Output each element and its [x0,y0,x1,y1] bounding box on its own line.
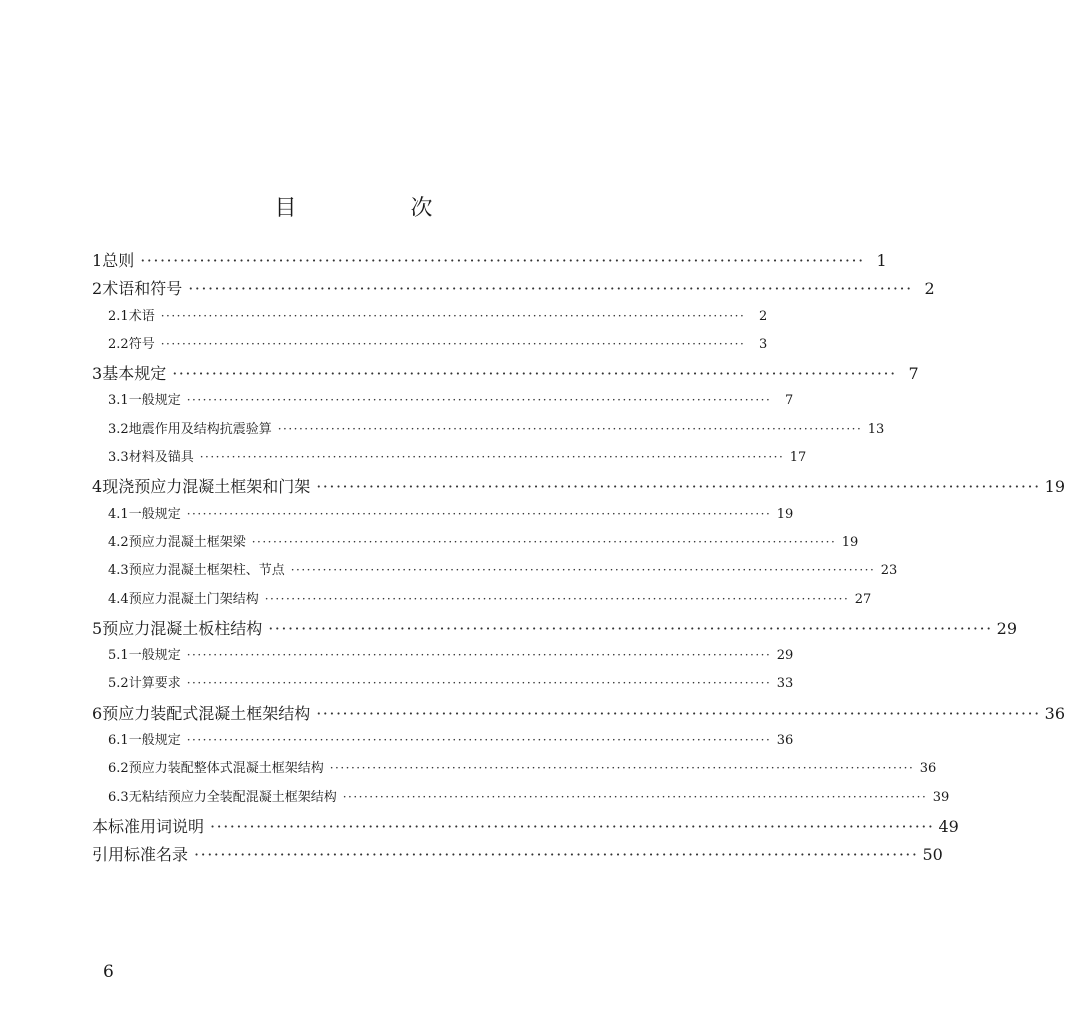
toc-entry[interactable] [92,588,872,616]
toc-entry-number: 4.2 [108,534,129,550]
toc-entry[interactable] [92,389,794,417]
toc-entry-page: 50 [922,845,943,865]
toc-entry[interactable] [92,559,898,587]
toc-entry-title: 一般规定 [128,393,181,409]
toc-entry-number: 6 [92,703,103,723]
toc-entry-title: 无粘结预应力全装配混凝土框架结构 [128,789,337,805]
toc-entry-title: 地震作用及结构抗震验算 [128,421,272,437]
toc-entry[interactable] [92,248,887,276]
toc-dot-leader: ·············································································································· [342,789,928,804]
toc-entry-page: 29 [996,618,1018,638]
toc-entry-number: 3.3 [108,450,129,466]
toc-entry-number: 5 [92,618,103,638]
toc-dot-leader: ·············································································································· [329,761,915,776]
toc-entry[interactable] [92,616,1018,644]
toc-entry-title: 一般规定 [128,648,181,664]
toc-entry-number: 6.2 [108,761,129,777]
toc-entry-number: 5.2 [108,676,129,692]
toc-entry-title: 总则 [102,251,135,270]
toc-dot-leader: ·············································································································· [194,845,919,865]
toc-entry-number: 2.1 [108,308,129,324]
toc-entry-number: 3 [92,364,103,384]
toc-entry-page: 1 [876,251,887,270]
toc-entry[interactable] [92,531,859,559]
toc-entry-number: 3.1 [108,393,129,409]
toc-entry-title: 预应力装配式混凝土框架结构 [102,703,311,723]
toc-entry[interactable] [92,729,794,757]
toc-entry-number: 4 [92,477,103,497]
toc-entry-page: 36 [776,733,794,749]
toc-entry-title: 现浇预应力混凝土框架和门架 [102,477,311,497]
toc-entry[interactable] [92,446,807,474]
toc-dot-leader: ·············································································································· [277,421,863,436]
toc-entry-page: 13 [867,421,885,437]
toc-entry-page: 17 [789,450,807,466]
toc-entry-number: 3.2 [108,421,129,437]
toc-entry-title: 术语 [128,308,155,324]
toc-dot-leader: ·············································································································· [210,816,935,836]
toc-dot-leader: ·············································································································· [186,733,772,748]
toc-entry-title: 一般规定 [128,506,181,522]
toc-entry-title: 一般规定 [128,733,181,749]
table-of-contents [92,248,1065,871]
toc-entry[interactable] [92,418,885,446]
toc-dot-leader: ·············································································································· [186,676,772,691]
toc-dot-leader: ·············································································································· [290,563,876,578]
toc-entry[interactable] [92,757,937,785]
toc-entry-title: 计算要求 [128,676,181,692]
toc-entry-page: 7 [908,364,919,384]
toc-entry-number: 4.3 [108,563,129,579]
toc-entry[interactable] [92,814,959,842]
toc-dot-leader: ·············································································································· [160,336,746,351]
toc-entry-number: 2 [92,279,103,299]
toc-entry[interactable] [92,672,794,700]
toc-entry-title: 预应力混凝土板柱结构 [102,618,263,638]
toc-entry-page: 23 [880,563,898,579]
toc-entry-page: 29 [776,648,794,664]
toc-entry[interactable] [92,305,768,333]
toc-entry-title: 预应力装配整体式混凝土框架结构 [128,761,324,777]
toc-dot-leader: ·············································································································· [160,308,746,323]
toc-entry-page: 3 [759,336,768,352]
toc-dot-leader: ·············································································································· [140,251,865,270]
toc-entry-number: 2.2 [108,336,129,352]
toc-entry-page: 2 [924,279,935,299]
toc-entry[interactable] [92,644,794,672]
toc-entry[interactable] [92,361,919,389]
toc-dot-leader: ·············································································································· [316,477,1041,497]
toc-entry[interactable] [92,701,1065,729]
toc-entry-title: 预应力混凝土框架梁 [128,534,246,550]
toc-dot-leader: ·············································································································· [188,279,913,299]
toc-entry-title: 符号 [128,336,155,352]
toc-entry-page: 49 [938,816,959,836]
toc-dot-leader: ·············································································································· [268,618,993,638]
page-title: 目 次 [274,195,479,221]
toc-entry-page: 19 [1044,477,1065,497]
toc-entry-page: 36 [919,761,937,777]
toc-entry-title: 预应力混凝土框架柱、节点 [128,563,285,579]
toc-entry-page: 33 [776,676,794,692]
toc-entry-number: 5.1 [108,648,129,664]
page-number: 6 [103,962,114,982]
toc-entry-title: 术语和符号 [102,279,183,299]
toc-entry[interactable] [92,474,1065,502]
toc-dot-leader: ·············································································································· [172,364,897,384]
toc-dot-leader: ·············································································································· [264,591,850,606]
toc-entry-page: 19 [776,506,794,522]
toc-entry-title: 基本规定 [102,364,167,384]
toc-entry-number: 6.1 [108,733,129,749]
toc-dot-leader: ·············································································································· [186,648,772,663]
toc-entry-title: 本标准用词说明 [92,816,205,836]
toc-dot-leader: ·············································································································· [186,506,772,521]
toc-entry-title: 引用标准名录 [92,845,189,865]
toc-entry-number: 6.3 [108,789,129,805]
toc-entry-title: 材料及锚具 [128,450,194,466]
toc-entry[interactable] [92,333,768,361]
toc-entry-page: 39 [932,789,950,805]
toc-dot-leader: ·············································································································· [316,703,1041,723]
toc-dot-leader: ·············································································································· [199,450,785,465]
toc-entry-number: 4.4 [108,591,129,607]
toc-entry-page: 27 [854,591,872,607]
toc-entry[interactable] [92,786,950,814]
toc-entry[interactable] [92,842,943,870]
toc-entry[interactable] [92,276,935,304]
toc-entry-page: 7 [785,393,794,409]
toc-entry-page: 2 [759,308,768,324]
toc-entry-page: 36 [1044,703,1065,723]
toc-entry-number: 4.1 [108,506,129,522]
toc-entry-page: 19 [841,534,859,550]
toc-entry-number: 1 [92,251,103,270]
toc-entry[interactable] [92,503,794,531]
toc-entry-title: 预应力混凝土门架结构 [128,591,259,607]
toc-dot-leader: ·············································································································· [186,393,772,408]
toc-dot-leader: ·············································································································· [251,534,837,549]
